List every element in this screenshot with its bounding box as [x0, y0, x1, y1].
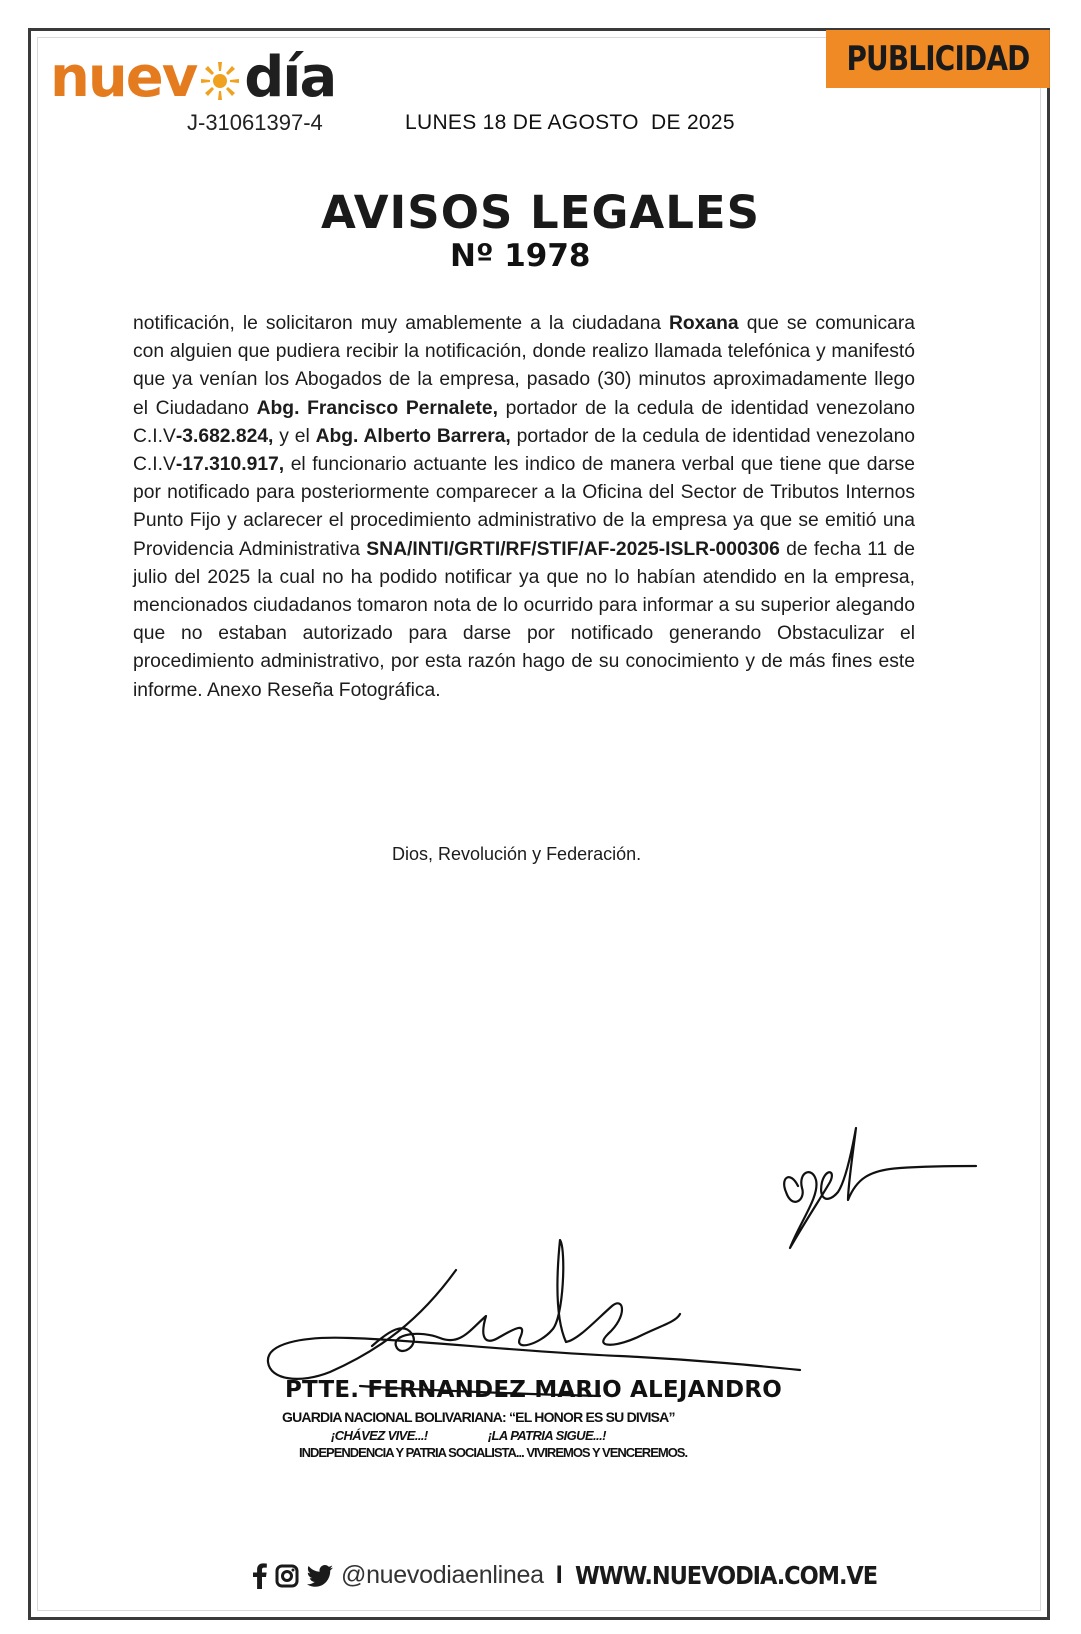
website-link[interactable]: WWW.NUEVODIA.COM.VE [574, 1561, 877, 1590]
notice-number: Nº 1978 [450, 238, 591, 274]
signature-center-icon [268, 1240, 800, 1396]
twitter-icon[interactable] [307, 1565, 333, 1587]
signer-motto-3: INDEPENDENCIA Y PATRIA SOCIALISTA... VIVIREMOS Y VENCEREMOS. [299, 1445, 688, 1460]
signature-right-icon [784, 1128, 976, 1248]
instagram-icon[interactable] [275, 1564, 299, 1588]
footer-separator: I [555, 1561, 563, 1589]
tax-id: J-31061397-4 [187, 110, 323, 135]
issue-date: LUNES 18 DE AGOSTO DE 2025 [405, 111, 735, 134]
page-title: AVISOS LEGALES [320, 186, 761, 239]
newspaper-logo: nuev día [50, 44, 336, 110]
closing-line: Dios, Revolución y Federación. [392, 844, 642, 864]
notice-body: notificación, le solicitaron muy amablemente a la ciudadana Roxana que se comunicara con alguien que pudiera recibir la notificación, donde realizo llamada telefónica y manifestó que ya venían los Abogados de la empresa, pasado (30) minutos aproximadamente llego el Ciudadano Abg. Francisco Pernalete, portador de la cedula de identidad venezolano C.I.V-3.682.824, y el Abg. Alberto Barrera, portador de la cedula de identidad venezolano C.I.V-17.310.917, el funcionario actuante les indico de manera verbal que tiene que darse por notificado para posteriormente comparecer a la Oficina del Sector de Tributos Internos Punto Fijo y aclarecer el procedimiento administrativo de la empresa ya que se emitió una Providencia Administrativa SNA/INTI/GRTI/RF/STIF/AF-2025-ISLR-000306 de fecha 11 de julio del 2025 la cual no ha podido notificar ya que no lo habían atendido en la empresa, mencionados ciudadanos tomaron nota de lo ocurrido para informar a su superior alegando que no estaban autorizado para darse por notificado generando Obstaculizar el procedimiento administrativo, por esta razón hago de su conocimiento y de más fines este informe. Anexo Reseña Fotográfica. [133, 313, 916, 701]
signer-motto-2: ¡CHÁVEZ VIVE...! ¡LA PATRIA SIGUE...! [331, 1428, 606, 1443]
social-handle[interactable]: @nuevodiaenlinea [341, 1561, 544, 1589]
signer-motto-1: GUARDIA NACIONAL BOLIVARIANA: “EL HONOR ES SU DIVISA” [282, 1409, 675, 1425]
footer [253, 1561, 910, 1590]
publicidad-badge: PUBLICIDAD [826, 30, 1050, 88]
facebook-icon[interactable] [253, 1563, 267, 1589]
signer-name: PTTE. FERNANDEZ MARIO ALEJANDRO [285, 1377, 782, 1403]
